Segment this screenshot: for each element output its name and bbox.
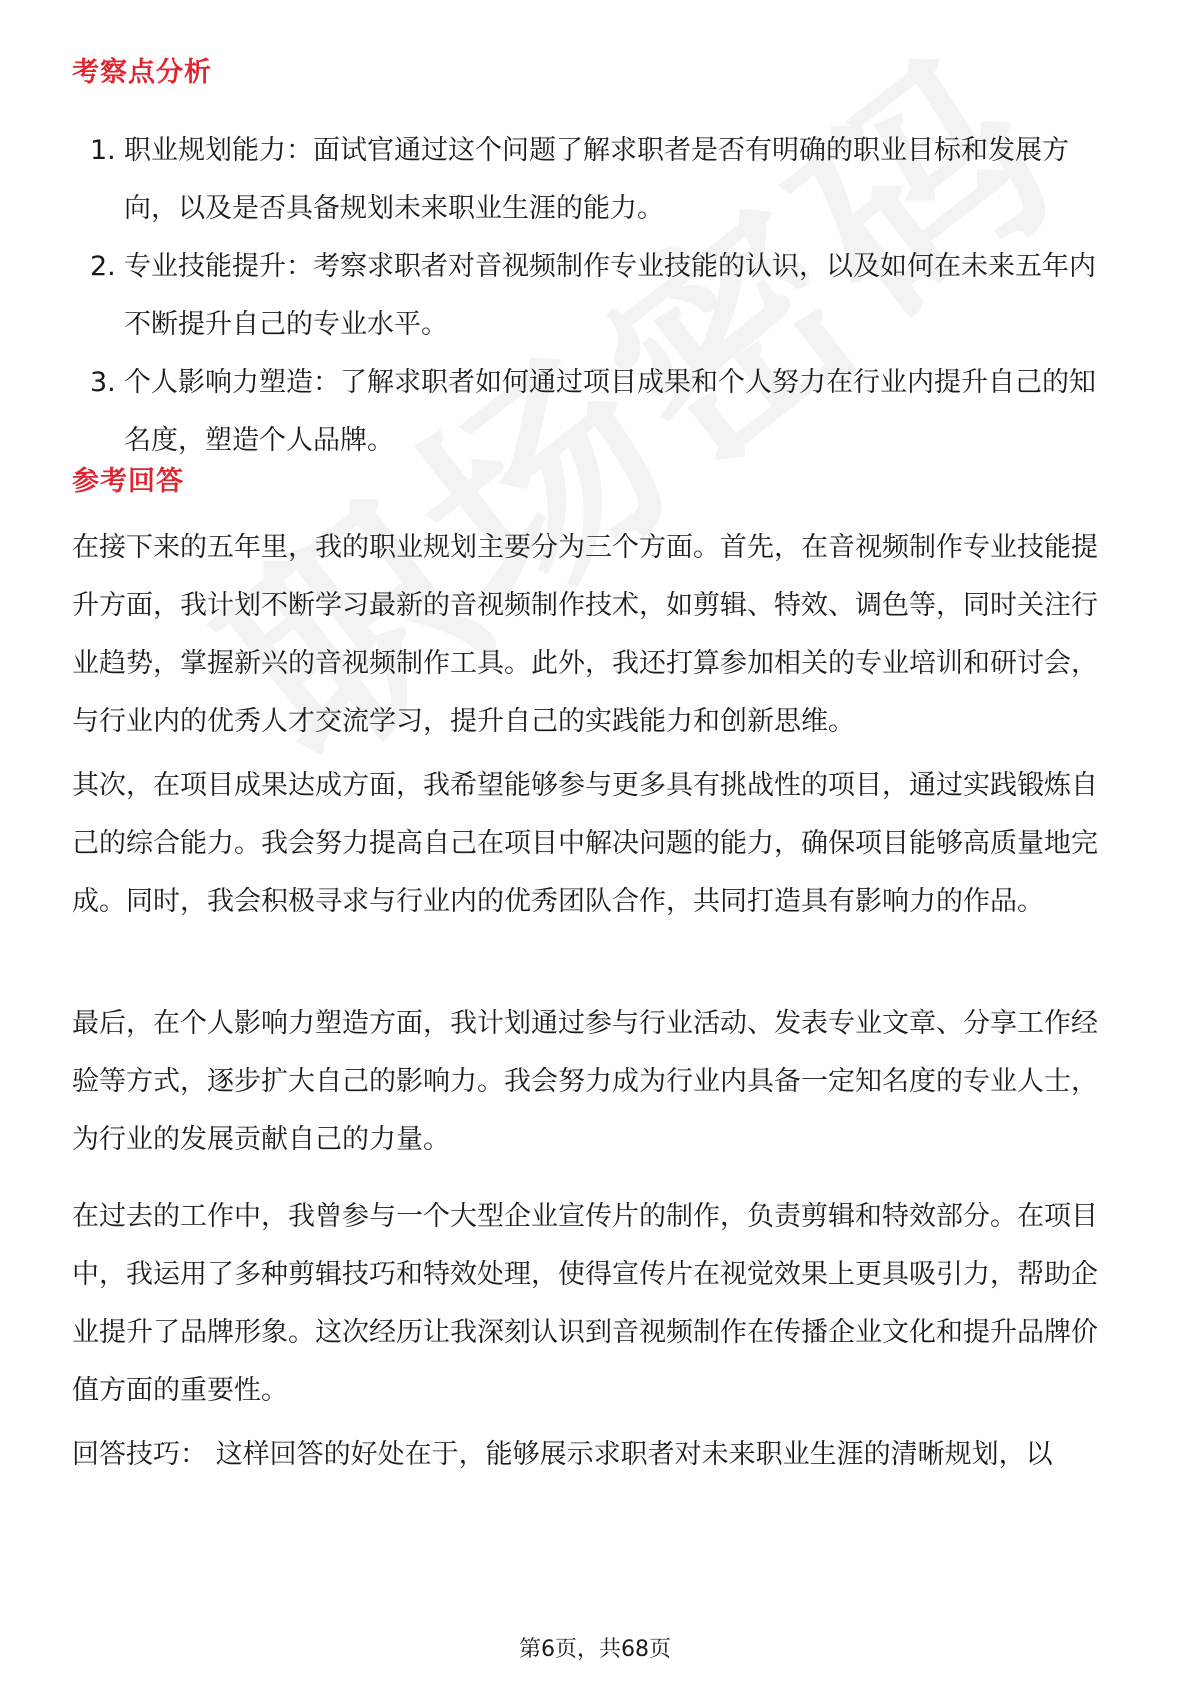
list-item-text: 职业规划能力：面试官通过这个问题了解求职者是否有明确的职业目标和发展方向，以及是否具备规划未来职业生涯的能力。 (124, 135, 1069, 224)
list-item-text: 个人影响力塑造：了解求职者如何通过项目成果和个人努力在行业内提升自己的知名度，塑造个人品牌。 (124, 367, 1096, 456)
answer-paragraph-1: 在接下来的五年里，我的职业规划主要分为三个方面。首先，在音视频制作专业技能提升方面，我计划不断学习最新的音视频制作技术，如剪辑、特效、调色等，同时关注行业趋势，掌握新兴的音视频制作工具。此外，我还打算参加相关的专业培训和研讨会，与行业内的优秀人才交流学习，提升自己的实践能力和创新思维。 (72, 532, 1098, 737)
list-number: 1. (90, 135, 116, 166)
list-item (72, 238, 1122, 354)
answer-paragraph-4: 在过去的工作中，我曾参与一个大型企业宣传片的制作，负责剪辑和特效部分。在项目中，我运用了多种剪辑技巧和特效处理，使得宣传片在视觉效果上更具吸引力，帮助企业提升了品牌形象。这次经历让我深刻认识到音视频制作在传播企业文化和提升品牌价值方面的重要性。 (72, 1201, 1098, 1406)
section-heading-analysis: 考察点分析 (72, 57, 212, 88)
analysis-list (72, 122, 1122, 470)
list-item (72, 354, 1122, 470)
answer-paragraph-2: 其次，在项目成果达成方面，我希望能够参与更多具有挑战性的项目，通过实践锻炼自己的综合能力。我会努力提高自己在项目中解决问题的能力，确保项目能够高质量地完成。同时，我会积极寻求与行业内的优秀团队合作，共同打造具有影响力的作品。 (72, 770, 1098, 917)
list-number: 2. (90, 251, 116, 282)
section-heading-reference-answer: 参考回答 (72, 466, 184, 497)
answer-paragraph-3: 最后，在个人影响力塑造方面，我计划通过参与行业活动、发表专业文章、分享工作经验等方式，逐步扩大自己的影响力。我会努力成为行业内具备一定知名度的专业人士，为行业的发展贡献自己的力量。 (72, 1008, 1098, 1155)
list-number: 3. (90, 367, 116, 398)
list-item-text: 专业技能提升：考察求职者对音视频制作专业技能的认识，以及如何在未来五年内不断提升自己的专业水平。 (124, 251, 1096, 340)
list-item (72, 122, 1122, 238)
page-footer: 第6页，共68页 (519, 1637, 671, 1662)
answer-tips: 回答技巧： 这样回答的好处在于，能够展示求职者对未来职业生涯的清晰规划，以 (72, 1439, 1053, 1470)
